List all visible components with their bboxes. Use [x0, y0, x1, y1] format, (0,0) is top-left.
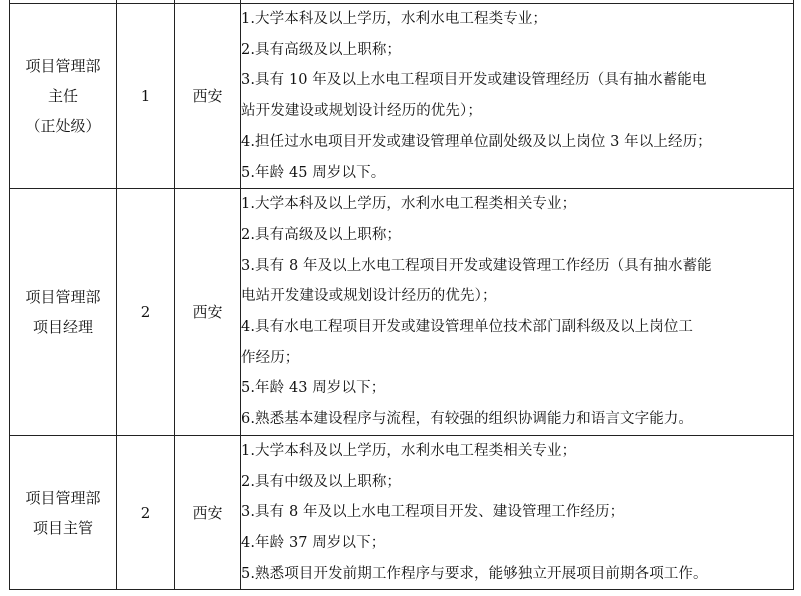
headcount-cell: 2 [117, 189, 175, 436]
requirement-line: 1.大学本科及以上学历，水利水电工程类相关专业； [241, 196, 577, 213]
requirement-line: 1.大学本科及以上学历，水利水电工程类专业； [241, 11, 548, 27]
requirement-line: 4.年龄 37 周岁以下； [241, 534, 386, 551]
position-cell [10, 4, 117, 189]
requirement-line: 4.担任过水电项目开发或建设管理单位副处级及以上岗位 3 年以上经历； [241, 133, 712, 150]
job-requirements-table [9, 0, 794, 590]
requirements-cell [241, 435, 794, 590]
position-cell [10, 435, 117, 590]
position-line: 项目管理部 [25, 288, 101, 307]
table-row [10, 435, 794, 590]
position-cell [10, 189, 117, 436]
requirement-line: 5.年龄 45 周岁以下。 [241, 164, 386, 181]
requirement-line: 3.具有 10 年及以上水电工程项目开发或建设管理经历（具有抽水蓄能电 [241, 72, 707, 89]
requirement-line: 2.具有中级及以上职称； [241, 473, 402, 490]
requirement-line: 作经历； [241, 349, 300, 366]
requirement-line: 5.年龄 43 周岁以下； [241, 380, 386, 397]
requirements-cell [241, 4, 794, 189]
table-row [10, 189, 794, 436]
requirement-line: 5.熟悉项目开发前期工作程序与要求，能够独立开展项目前期各项工作。 [241, 565, 708, 582]
location-cell: 西安 [175, 189, 241, 436]
position-line: 项目管理部 [25, 57, 101, 76]
position-line: 项目经理 [32, 318, 93, 337]
headcount-cell: 2 [117, 435, 175, 590]
requirement-line: 2.具有高级及以上职称； [241, 41, 402, 58]
requirement-line: 6.熟悉基本建设程序与流程，有较强的组织协调能力和语言文字能力。 [241, 411, 694, 428]
requirement-line: 4.具有水电工程项目开发或建设管理单位技术部门副科级及以上岗位工 [241, 319, 694, 336]
position-line: 项目主管 [32, 518, 93, 537]
position-line: （正处级） [25, 117, 101, 136]
requirement-line: 2.具有高级及以上职称； [241, 226, 402, 243]
headcount-cell: 1 [117, 4, 175, 189]
requirement-line: 站开发建设或规划设计经历的优先）； [241, 103, 482, 120]
requirement-line: 3.具有 8 年及以上水电工程项目开发或建设管理工作经历（具有抽水蓄能 [241, 257, 712, 274]
table-row [10, 4, 794, 189]
requirements-cell [241, 189, 794, 436]
position-line: 主任 [47, 87, 78, 106]
requirement-line: 1.大学本科及以上学历，水利水电工程类相关专业； [241, 442, 577, 459]
location-cell: 西安 [175, 4, 241, 189]
requirement-line: 3.具有 8 年及以上水电工程项目开发、建设管理工作经历； [241, 504, 625, 521]
position-line: 项目管理部 [25, 488, 101, 507]
location-cell: 西安 [175, 435, 241, 590]
requirement-line: 电站开发建设或规划设计经历的优先）； [241, 288, 497, 305]
